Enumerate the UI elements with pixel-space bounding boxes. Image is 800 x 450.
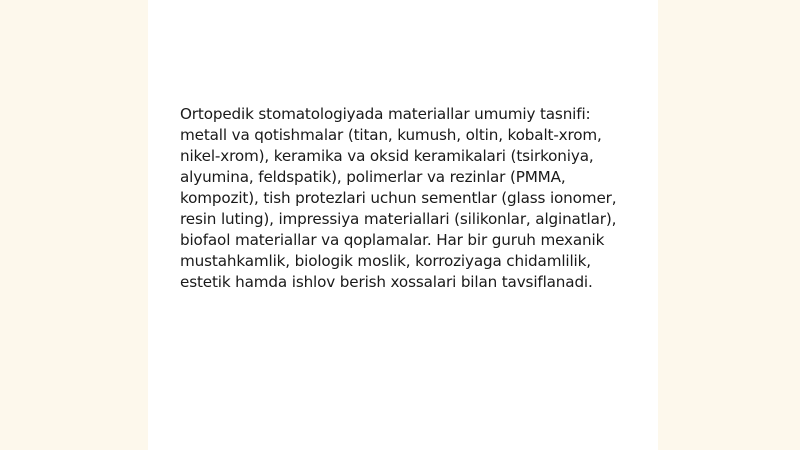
body-paragraph: Ortopedik stomatologiyada materiallar umumiy tasnifi: metall va qotishmalar (titan, kumush, oltin, kobalt-xrom, nikel-xrom), keramika va oksid keramikalari (tsirkoniya, alyumina, feldspatik), polimerlar va rezinlar (PMMA, kompozit), tish protezlari uchun sementlar (glass ionomer, resin luting), impressiya materiallari (silikonlar, alginatlar), biofaol materiallar va qoplamalar. Har bir guruh mexanik mustahkamlik, biologik moslik, korroziyaga chidamlilik, estetik hamda ishlov berish xossalari bilan tavsiflanadi. <box>180 105 617 291</box>
document-page <box>148 0 658 450</box>
